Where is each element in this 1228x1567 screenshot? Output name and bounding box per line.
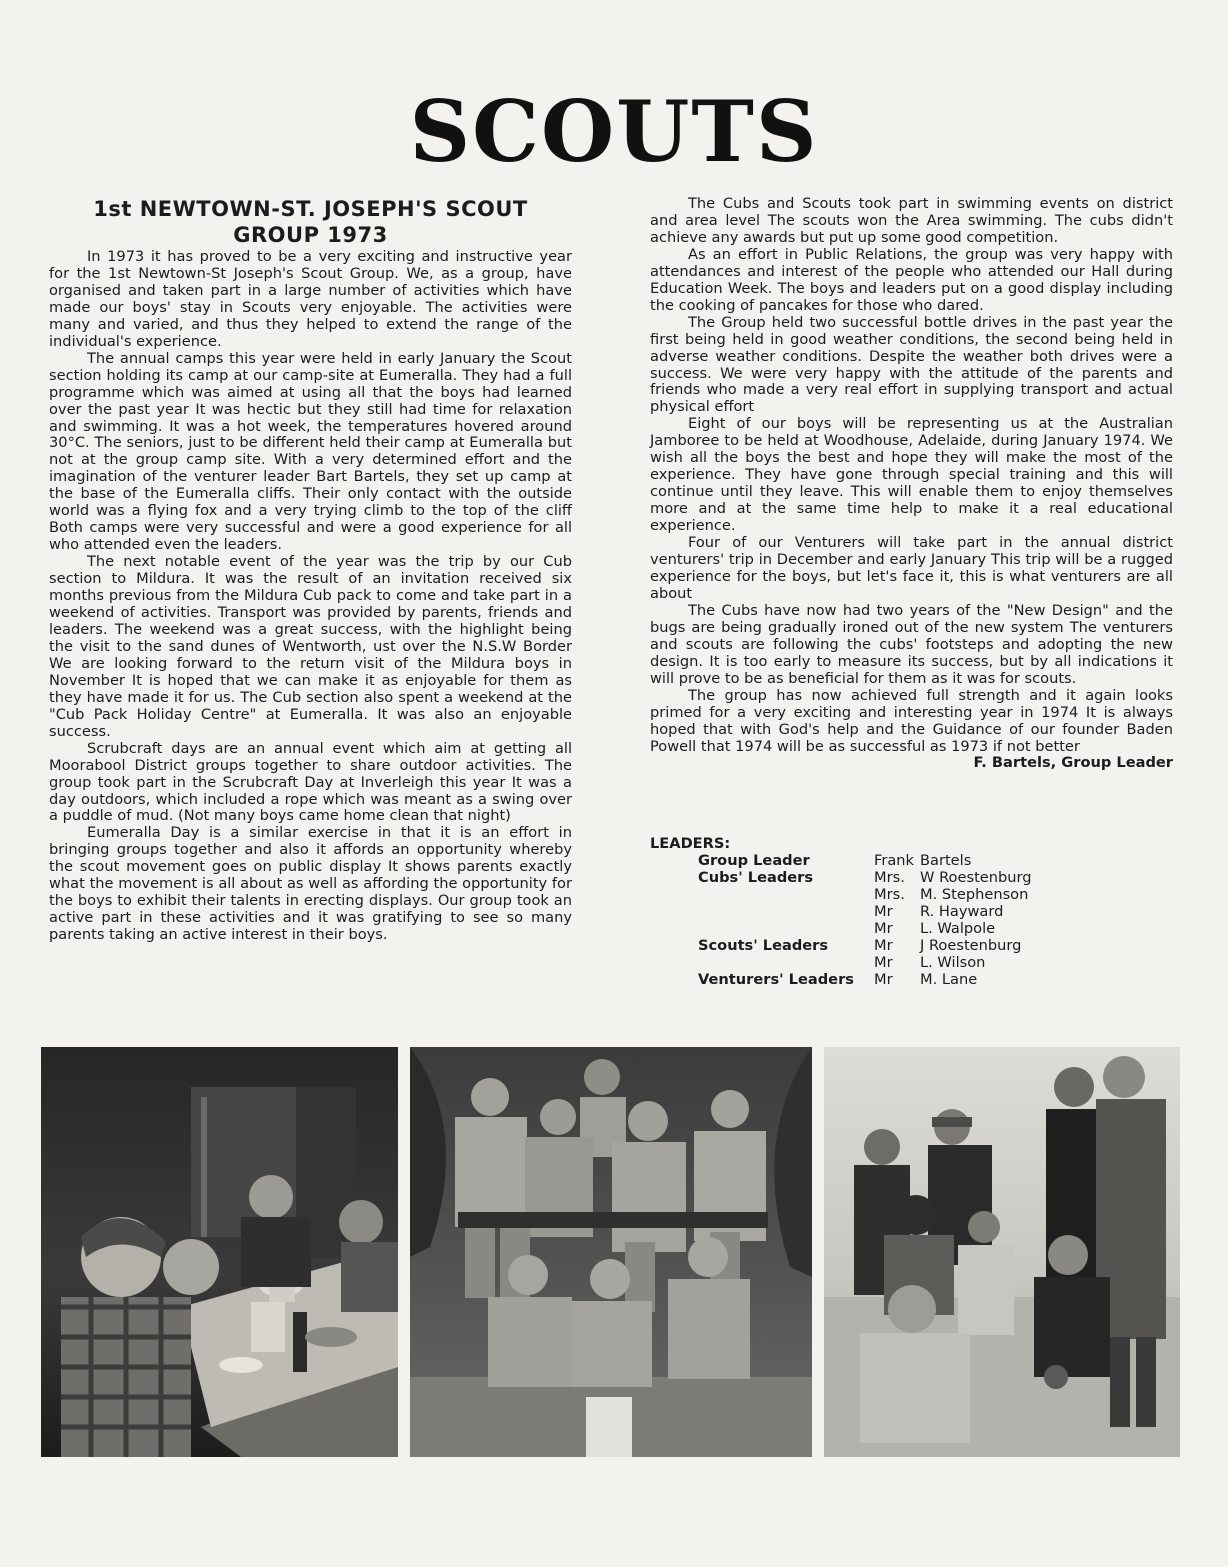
leader-title: Mrs. [874,868,905,886]
leader-row [698,870,1032,887]
leaders-list [650,836,1173,989]
paragraph-mildura: The next notable event of the year was the trip by our Cub section to Mildura. It was the result of an invitation received six months previous from the Mildura Cub pack to come and take part in a weekend of activities. Transport was provided by parents, friends and leaders. The weekend was a great success, with the highlight being the visit to the sand dunes of Wentworth, ust over the N.S.W Border We are looking forward to the return visit of the Mildura boys in November It is hoped that we can make it as enjoyable for them as they have made it for us. The Cub section also spent a weekend at the "Cub Pack Holiday Centre" at Eumeralla. It was also an enjoyable success. [49,553,572,740]
leader-name: M. Stephenson [920,885,1029,903]
leader-role [698,955,874,972]
leader-role [698,921,874,938]
leader-name: L. Wilson [920,953,986,971]
page-title: SCOUTS [409,82,819,181]
leader-title: Mr [874,936,893,954]
leader-name: J Roestenburg [920,936,1022,954]
article-heading-line-2: GROUP 1973 [233,223,388,247]
paragraph-jamboree: Eight of our boys will be representing us at the Australian Jamboree to be held at Woodhouse, Adelaide, during January 1974. We wish all the boys the best and hope they will make the most of the experience. They have gone through special training and this will continue until they leave. This will enable them to enjoy themselves more and at the same time help to make it a real educational experience. [650,415,1173,535]
paragraph-closing [650,686,1173,772]
leader-role [698,887,874,904]
leader-row [698,955,1032,972]
leader-row [698,921,1032,938]
article-heading [49,196,572,248]
paragraph-venturers-trip: Four of our Venturers will take part in the annual district venturers' trip in December and early January This trip will be a rugged experience for the boys, but let's face it, this is what venturers are all about [650,534,1173,602]
leader-title: Frank [874,851,914,869]
paragraph-swimming: The Cubs and Scouts took part in swimming events on district and area level The scouts won the Area swimming. The cubs didn't achieve any awards but put up some good competition. [650,195,1173,246]
signature: F. Bartels, Group Leader [973,754,1173,772]
leader-role: Venturers' Leaders [698,970,854,988]
photo-boys-outdoors-image [824,1047,1180,1457]
leader-row [698,853,1032,870]
leader-name: W Roestenburg [920,868,1032,886]
leader-row [698,972,1032,989]
leader-row [698,904,1032,921]
leader-row [698,887,1032,904]
closing-text: The group has now achieved full strength and it again looks primed for a very exciting and interesting year in 1974 It is always hoped that with God's help and the Guidance of our founder Baden Powell that 1974 will be as successful as 1973 if not better [650,686,1173,755]
leader-title: Mr [874,953,893,971]
paragraph-scrubcraft: Scrubcraft days are an annual event which aim at getting all Moorabool District groups together to share outdoor activities. The group took part in the Scrubcraft Day at Inverleigh this year It was a day outdoors, which included a rope which was meant as a swing over a puddle of mud. (Not many boys came home clean that night) [49,739,572,825]
photo-camp-meal-image [41,1047,398,1457]
leader-role: Scouts' Leaders [698,936,829,954]
leader-name: L. Walpole [920,919,996,937]
leader-name: Bartels [920,851,972,869]
photo-camp-meal [41,1047,398,1457]
leader-title: Mr [874,919,893,937]
leader-role: Cubs' Leaders [698,868,814,886]
leaders-heading: LEADERS: [650,835,731,852]
paragraph-camps: The annual camps this year were held in early January the Scout section holding its camp at our camp-site at Eumeralla. They had a full programme which was aimed at using all that the boys had learned over the past year It was hectic but they still had time for relaxation and swimming. It was a hot week, the temperatures hovered around 30°C. The seniors, just to be different held their camp at Eumeralla but not at the group camp site. With a very determined effort and the imagination of the venturer leader Bart Bartels, they set up camp at the base of the Eumeralla cliffs. Their only contact with the outside world was a flying fox and a very trying climb to the top of the cliff Both camps were very successful and were a good experience for all who attended even the leaders. [49,349,572,554]
leader-role: Group Leader [698,851,810,869]
leader-role [698,904,874,921]
paragraph-public-relations: As an effort in Public Relations, the group was very happy with attendances and interest of the people who attended our Hall during Education Week. The boys and leaders put on a good display including the cooking of pancakes for those who dared. [650,245,1173,314]
article-right-column [650,196,1173,772]
leader-title: Mr [874,970,893,988]
leader-title: Mrs. [874,885,905,903]
leader-name: R. Hayward [920,902,1004,920]
leader-name: M. Lane [920,970,978,988]
paragraph-new-design: The Cubs have now had two years of the "New Design" and the bugs are being gradually ironed out of the new system The venturers and scouts are following the cubs' footsteps and adopting the new design. It is too early to measure its success, but by all indications it will prove to be as beneficial for them as it was for scouts. [650,601,1173,687]
leader-title: Mr [874,902,893,920]
photo-scout-group [410,1047,812,1457]
photo-scout-group-image [410,1047,812,1457]
leaders-table [698,853,1032,989]
paragraph-eumeralla-day: Eumeralla Day is a similar exercise in that it is an effort in bringing groups together and also it affords an opportunity whereby the scout movement goes on public display It shows parents exactly what the movement is all about as well as affording the opportunity for the boys to exhibit their talents in erecting displays. Our group took an active part in these activities and it was gratifying to see so many parents taking an active interest in their boys. [49,824,572,944]
article-left-column [49,196,572,944]
paragraph-intro: In 1973 it has proved to be a very exciting and instructive year for the 1st Newtown-St Joseph's Scout Group. We, as a group, have organised and taken part in a large number of activities which have made our boys' stay in Scouts very enjoyable. The activities were many and varied, and thus they helped to extend the range of the individual's experience. [49,248,572,350]
photo-boys-outdoors [824,1047,1180,1457]
leader-row [698,938,1032,955]
paragraph-bottle-drives: The Group held two successful bottle drives in the past year the first being held in good weather conditions, the second being held in adverse weather conditions. Despite the weather both drives were a success. We were very happy with the attitude of the parents and friends who made a very real effort in supplying transport and actual physical effort [650,313,1173,416]
article-heading-line-1: 1st NEWTOWN-ST. JOSEPH'S SCOUT [93,197,528,221]
